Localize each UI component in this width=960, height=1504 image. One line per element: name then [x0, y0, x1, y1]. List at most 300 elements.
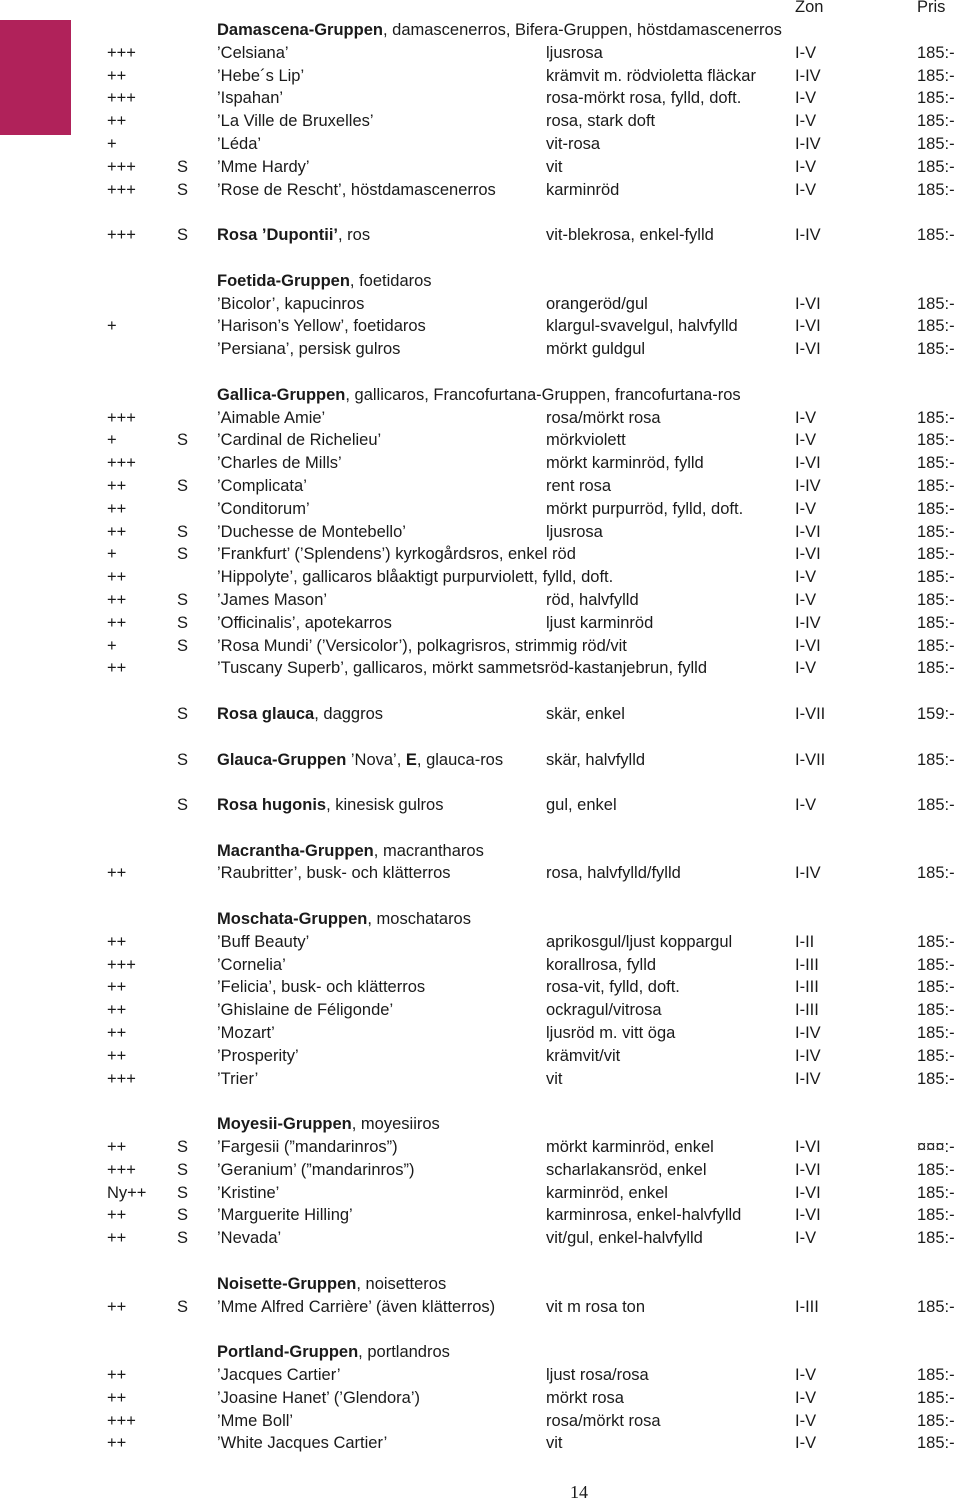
- shade-mark: S: [177, 226, 189, 245]
- hardiness-zone: I-VI: [795, 294, 821, 313]
- rose-name: ’Mme Alfred Carrière’ (även klätterros): [217, 1297, 496, 1316]
- flower-color: rosa, halvfylld/fylld: [546, 864, 681, 883]
- price: 185:-: [917, 431, 955, 450]
- flower-color: krämvit/vit: [546, 1046, 621, 1065]
- hardiness-rating: +++: [107, 1069, 136, 1088]
- rose-name: ’Buff Beauty’: [217, 932, 310, 951]
- rose-entry: [0, 543, 960, 566]
- price: 185:-: [917, 1024, 955, 1043]
- hardiness-rating: +++: [107, 955, 136, 974]
- flower-color: skär, halvfylld: [546, 750, 646, 769]
- price: 185:-: [917, 157, 955, 176]
- rose-entry: [0, 338, 960, 361]
- rose-name: ’Mme Hardy’: [217, 157, 310, 176]
- species-suffix: ’Nova’,: [346, 750, 406, 769]
- hardiness-zone: I-IV: [795, 1069, 821, 1088]
- hardiness-zone: I-IV: [795, 613, 821, 632]
- shade-mark: S: [177, 1206, 189, 1225]
- hardiness-zone: I-V: [795, 1434, 817, 1453]
- hardiness-zone: I-V: [795, 796, 817, 815]
- hardiness-zone: I-IV: [795, 476, 821, 495]
- rose-entry: [0, 1410, 960, 1433]
- price: 185:-: [917, 89, 955, 108]
- group-heading-text: [217, 908, 471, 931]
- blank-line: [0, 1250, 960, 1273]
- rose-name: ’Frankfurt’ (’Splendens’) kyrkogårdsros, enkel röd: [217, 545, 576, 564]
- group-heading: [0, 19, 960, 42]
- blank-line: [0, 885, 960, 908]
- hardiness-zone: I-IV: [795, 226, 821, 245]
- hardiness-zone: I-V: [795, 157, 817, 176]
- rose-entry: [0, 156, 960, 179]
- rose-name: ’Felicia’, busk- och klätterros: [217, 978, 426, 997]
- rose-name: ’Tuscany Superb’, gallicaros, mörkt sammetsröd-kastanjebrun, fylld: [217, 659, 707, 678]
- rose-name: ’Conditorum’: [217, 499, 310, 518]
- group-name: Gallica-Gruppen: [217, 385, 346, 404]
- price: 185:-: [917, 1366, 955, 1385]
- price: 185:-: [917, 796, 955, 815]
- species-suffix: , kinesisk gulros: [326, 796, 444, 815]
- hardiness-zone: I-V: [795, 431, 817, 450]
- price: 185:-: [917, 1229, 955, 1248]
- hardiness-zone: I-III: [795, 1001, 819, 1020]
- hardiness-zone: I-V: [795, 1411, 817, 1430]
- rose-name: [217, 794, 443, 817]
- group-heading: [0, 840, 960, 863]
- rose-entry: [0, 521, 960, 544]
- rose-entry: [0, 407, 960, 430]
- hardiness-zone: I-VI: [795, 1206, 821, 1225]
- flower-color: mörkviolett: [546, 431, 626, 450]
- hardiness-rating: ++: [107, 590, 127, 609]
- flower-color: karminrosa, enkel-halvfylld: [546, 1206, 742, 1225]
- price: 185:-: [917, 112, 955, 131]
- rose-entry: [0, 1022, 960, 1045]
- flower-color: ljusrosa: [546, 522, 603, 541]
- hardiness-rating: ++: [107, 66, 127, 85]
- hardiness-rating: ++: [107, 613, 127, 632]
- rose-entry: [0, 612, 960, 635]
- hardiness-zone: I-III: [795, 955, 819, 974]
- hardiness-zone: I-V: [795, 89, 817, 108]
- hardiness-zone: I-IV: [795, 1046, 821, 1065]
- species-name: Rosa glauca: [217, 704, 315, 723]
- shade-mark: S: [177, 1183, 189, 1202]
- rose-name: ’Rose de Rescht’, höstdamascenerros: [217, 180, 496, 199]
- price: 185:-: [917, 476, 955, 495]
- rose-name: ’Prosperity’: [217, 1046, 299, 1065]
- species-name: Rosa ’Dupontii’: [217, 226, 338, 245]
- flower-color: aprikosgul/ljust koppargul: [546, 932, 733, 951]
- blank-line: [0, 726, 960, 749]
- price: 185:-: [917, 226, 955, 245]
- hardiness-rating: +: [107, 545, 117, 564]
- rose-entry: [0, 315, 960, 338]
- group-heading: [0, 908, 960, 931]
- price: 185:-: [917, 454, 955, 473]
- flower-color: vit: [546, 1434, 563, 1453]
- rose-entry: [0, 452, 960, 475]
- hardiness-zone: I-VII: [795, 750, 826, 769]
- flower-color: rosa/mörkt rosa: [546, 1411, 661, 1430]
- rose-name: ’Jacques Cartier’: [217, 1366, 341, 1385]
- group-description: , foetidaros: [349, 271, 432, 290]
- group-name: Macrantha-Gruppen: [217, 841, 374, 860]
- rose-entry: [0, 931, 960, 954]
- group-heading: [0, 270, 960, 293]
- rose-entry: [0, 976, 960, 999]
- hardiness-zone: I-V: [795, 180, 817, 199]
- price: 185:-: [917, 522, 955, 541]
- price: 185:-: [917, 180, 955, 199]
- rose-entry: [0, 1136, 960, 1159]
- price: 185:-: [917, 1411, 955, 1430]
- flower-color: rosa, stark doft: [546, 112, 656, 131]
- rose-entry: [0, 954, 960, 977]
- flower-color: ljusrosa: [546, 43, 603, 62]
- hardiness-zone: I-IV: [795, 66, 821, 85]
- flower-color: mörkt karminröd, enkel: [546, 1138, 714, 1157]
- price: 185:-: [917, 408, 955, 427]
- price: 185:-: [917, 1183, 955, 1202]
- price: 185:-: [917, 1297, 955, 1316]
- flower-color: ljusröd m. vitt öga: [546, 1024, 676, 1043]
- rose-entry: [0, 224, 960, 247]
- rose-entry: [0, 1045, 960, 1068]
- shade-mark: S: [177, 545, 189, 564]
- hardiness-rating: +++: [107, 454, 136, 473]
- group-heading-text: [217, 840, 484, 863]
- rose-name: ’Ispahan’: [217, 89, 284, 108]
- group-heading-text: [217, 1113, 440, 1136]
- shade-mark: S: [177, 750, 189, 769]
- hardiness-rating: ++: [107, 1366, 127, 1385]
- group-heading-text: [217, 1341, 450, 1364]
- flower-color: ljust rosa/rosa: [546, 1366, 649, 1385]
- flower-color: vit m rosa ton: [546, 1297, 646, 1316]
- rose-entry: [0, 1296, 960, 1319]
- rose-name: ’Charles de Mills’: [217, 454, 342, 473]
- group-description: , moschataros: [367, 910, 471, 929]
- rose-entry: [0, 657, 960, 680]
- price: 185:-: [917, 294, 955, 313]
- price: 185:-: [917, 590, 955, 609]
- price: 185:-: [917, 568, 955, 587]
- price: 159:-: [917, 704, 955, 723]
- shade-mark: S: [177, 796, 189, 815]
- hardiness-rating: ++: [107, 659, 127, 678]
- hardiness-zone: I-VI: [795, 317, 821, 336]
- price: 185:-: [917, 864, 955, 883]
- hardiness-zone: I-VI: [795, 454, 821, 473]
- rose-name: ’Joasine Hanet’ (’Glendora’): [217, 1388, 420, 1407]
- rose-catalog: [0, 19, 960, 1455]
- hardiness-rating: +: [107, 134, 117, 153]
- rose-entry: [0, 475, 960, 498]
- flower-color: vit/gul, enkel-halvfylld: [546, 1229, 703, 1248]
- hardiness-zone: I-VI: [795, 340, 821, 359]
- flower-color: gul, enkel: [546, 796, 617, 815]
- hardiness-rating: ++: [107, 978, 127, 997]
- hardiness-rating: +++: [107, 1160, 136, 1179]
- group-description: , moyesiiros: [351, 1115, 440, 1134]
- group-heading-text: [217, 1273, 446, 1296]
- rose-name: ’La Ville de Bruxelles’: [217, 112, 374, 131]
- price: ¤¤¤:-: [917, 1138, 955, 1157]
- rose-name: ’Complicata’: [217, 476, 307, 495]
- price: 185:-: [917, 955, 955, 974]
- rose-entry: [0, 749, 960, 772]
- hardiness-rating: +++: [107, 180, 136, 199]
- rose-name: ’Ghislaine de Féligonde’: [217, 1001, 394, 1020]
- blank-line: [0, 1090, 960, 1113]
- hardiness-zone: I-VI: [795, 1138, 821, 1157]
- rose-name: ’Fargesii (”mandarinros”): [217, 1138, 398, 1157]
- rose-name: ’Aimable Amie’: [217, 408, 326, 427]
- rose-entry: [0, 42, 960, 65]
- shade-mark: S: [177, 157, 189, 176]
- hardiness-rating: ++: [107, 1229, 127, 1248]
- price: 185:-: [917, 932, 955, 951]
- rose-entry: [0, 110, 960, 133]
- rose-entry: [0, 635, 960, 658]
- rose-entry: [0, 1204, 960, 1227]
- group-heading: [0, 1341, 960, 1364]
- rose-entry: [0, 1364, 960, 1387]
- rose-name: ’Trier’: [217, 1069, 259, 1088]
- flower-color: mörkt karminröd, fylld: [546, 454, 704, 473]
- rose-name: ’Rosa Mundi’ (’Versicolor’), polkagrisros, strimmig röd/vit: [217, 636, 627, 655]
- shade-mark: S: [177, 636, 189, 655]
- rose-entry: [0, 999, 960, 1022]
- hardiness-zone: I-V: [795, 1388, 817, 1407]
- hardiness-rating: ++: [107, 932, 127, 951]
- flower-color: rosa-mörkt rosa, fylld, doft.: [546, 89, 742, 108]
- flower-color: mörkt guldgul: [546, 340, 646, 359]
- hardiness-zone: I-IV: [795, 1024, 821, 1043]
- rose-entry: [0, 498, 960, 521]
- header-zon: Zon: [795, 0, 824, 16]
- flower-color: vit-blekrosa, enkel-fylld: [546, 226, 714, 245]
- blank-line: [0, 361, 960, 384]
- rose-name: ’Kristine’: [217, 1183, 280, 1202]
- hardiness-rating: ++: [107, 1001, 127, 1020]
- rose-name: ’Persiana’, persisk gulros: [217, 340, 401, 359]
- rose-entry: [0, 1432, 960, 1455]
- price: 185:-: [917, 134, 955, 153]
- flower-color: rosa/mörkt rosa: [546, 408, 661, 427]
- rose-entry: [0, 1182, 960, 1205]
- rose-entry: [0, 862, 960, 885]
- hardiness-zone: I-VII: [795, 704, 826, 723]
- rose-entry: [0, 87, 960, 110]
- group-heading-text: [217, 384, 741, 407]
- shade-mark: S: [177, 590, 189, 609]
- shade-mark: S: [177, 1138, 189, 1157]
- group-heading: [0, 1273, 960, 1296]
- hardiness-rating: +++: [107, 1411, 136, 1430]
- group-description: , macrantharos: [373, 841, 484, 860]
- rose-name: ’White Jacques Cartier’: [217, 1434, 388, 1453]
- group-heading: [0, 1113, 960, 1136]
- hardiness-rating: ++: [107, 1046, 127, 1065]
- blank-line: [0, 817, 960, 840]
- group-description: , portlandros: [358, 1343, 450, 1362]
- rose-name: ’Hebe´s Lip’: [217, 66, 305, 85]
- hardiness-rating: +++: [107, 89, 136, 108]
- group-name: Damascena-Gruppen: [217, 21, 383, 39]
- rose-name: ’Cornelia’: [217, 955, 286, 974]
- hardiness-zone: I-III: [795, 1297, 819, 1316]
- rose-name: ’Cardinal de Richelieu’: [217, 431, 382, 450]
- rose-entry: [0, 1227, 960, 1250]
- group-heading-text: [217, 19, 782, 42]
- hardiness-rating: +: [107, 431, 117, 450]
- shade-mark: S: [177, 1229, 189, 1248]
- price: 185:-: [917, 545, 955, 564]
- price: 185:-: [917, 978, 955, 997]
- price: 185:-: [917, 613, 955, 632]
- hardiness-zone: I-V: [795, 1229, 817, 1248]
- flower-color: karminröd: [546, 180, 620, 199]
- price: 185:-: [917, 499, 955, 518]
- price: 185:-: [917, 43, 955, 62]
- flower-color: ljust karminröd: [546, 613, 654, 632]
- flower-color: mörkt purpurröd, fylld, doft.: [546, 499, 744, 518]
- rose-name: ’Hippolyte’, gallicaros blåaktigt purpurviolett, fylld, doft.: [217, 568, 614, 587]
- hardiness-rating: ++: [107, 864, 127, 883]
- rose-name: ’Mme Boll’: [217, 1411, 294, 1430]
- hardiness-rating: Ny++: [107, 1183, 147, 1202]
- hardiness-zone: I-VI: [795, 636, 821, 655]
- species-suffix-2: , glauca-ros: [416, 750, 504, 769]
- rose-name: ’Duchesse de Montebello’: [217, 522, 406, 541]
- blank-line: [0, 1318, 960, 1341]
- rose-name: ’Raubritter’, busk- och klätterros: [217, 864, 451, 883]
- price: 185:-: [917, 750, 955, 769]
- rose-entry: [0, 133, 960, 156]
- hardiness-zone: I-VI: [795, 522, 821, 541]
- price: 185:-: [917, 1388, 955, 1407]
- group-name: Moyesii-Gruppen: [217, 1115, 352, 1134]
- hardiness-zone: I-V: [795, 408, 817, 427]
- hardiness-zone: I-V: [795, 568, 817, 587]
- hardiness-zone: I-V: [795, 499, 817, 518]
- price: 185:-: [917, 1069, 955, 1088]
- species-extra: E: [405, 750, 417, 769]
- rose-name: ’Mozart’: [217, 1024, 275, 1043]
- hardiness-rating: +++: [107, 157, 136, 176]
- flower-color: krämvit m. rödvioletta fläckar: [546, 66, 756, 85]
- rose-name: ’Geranium’ (”mandarinros”): [217, 1160, 415, 1179]
- group-name: Foetida-Gruppen: [217, 271, 350, 290]
- rose-name: [217, 703, 383, 726]
- species-suffix: , daggros: [314, 704, 384, 723]
- group-heading: [0, 384, 960, 407]
- price: 185:-: [917, 1160, 955, 1179]
- price: 185:-: [917, 636, 955, 655]
- hardiness-rating: +++: [107, 408, 136, 427]
- flower-color: vit: [546, 157, 563, 176]
- rose-name: [217, 224, 370, 247]
- hardiness-rating: +: [107, 317, 117, 336]
- flower-color: klargul-svavelgul, halvfylld: [546, 317, 738, 336]
- shade-mark: S: [177, 180, 189, 199]
- header-pris: Pris: [917, 0, 946, 16]
- hardiness-zone: I-VI: [795, 1183, 821, 1202]
- price: 185:-: [917, 1206, 955, 1225]
- rose-name: ’Marguerite Hilling’: [217, 1206, 353, 1225]
- flower-color: skär, enkel: [546, 704, 625, 723]
- rose-name: ’Celsiana’: [217, 43, 289, 62]
- hardiness-rating: ++: [107, 112, 127, 131]
- rose-entry: [0, 1387, 960, 1410]
- rose-name: ’Officinalis’, apotekarros: [217, 613, 392, 632]
- hardiness-rating: ++: [107, 1297, 127, 1316]
- rose-entry: [0, 589, 960, 612]
- group-name: Noisette-Gruppen: [217, 1274, 357, 1293]
- hardiness-rating: ++: [107, 1024, 127, 1043]
- rose-entry: [0, 65, 960, 88]
- rose-entry: [0, 179, 960, 202]
- hardiness-rating: ++: [107, 499, 127, 518]
- price: 185:-: [917, 340, 955, 359]
- shade-mark: S: [177, 431, 189, 450]
- hardiness-zone: I-VI: [795, 545, 821, 564]
- hardiness-rating: ++: [107, 476, 127, 495]
- rose-name: [217, 749, 503, 772]
- hardiness-rating: ++: [107, 522, 127, 541]
- rose-entry: [0, 1068, 960, 1091]
- price: 185:-: [917, 317, 955, 336]
- hardiness-zone: I-V: [795, 590, 817, 609]
- hardiness-rating: ++: [107, 1388, 127, 1407]
- hardiness-rating: ++: [107, 1206, 127, 1225]
- hardiness-rating: +++: [107, 43, 136, 62]
- hardiness-zone: I-V: [795, 1366, 817, 1385]
- flower-color: scharlakansröd, enkel: [546, 1160, 707, 1179]
- hardiness-rating: +++: [107, 226, 136, 245]
- group-name: Portland-Gruppen: [217, 1343, 359, 1362]
- rose-name: ’Bicolor’, kapucinros: [217, 294, 365, 313]
- flower-color: röd, halvfylld: [546, 590, 639, 609]
- rose-name: ’James Mason’: [217, 590, 328, 609]
- flower-color: korallrosa, fylld: [546, 955, 657, 974]
- flower-color: rent rosa: [546, 476, 612, 495]
- price: 185:-: [917, 66, 955, 85]
- hardiness-zone: I-V: [795, 43, 817, 62]
- flower-color: rosa-vit, fylld, doft.: [546, 978, 680, 997]
- rose-entry: [0, 566, 960, 589]
- species-name: Rosa hugonis: [217, 796, 327, 815]
- shade-mark: S: [177, 1297, 189, 1316]
- hardiness-zone: I-IV: [795, 134, 821, 153]
- shade-mark: S: [177, 704, 189, 723]
- group-description: , damascenerros, Bifera-Gruppen, höstdamascenerros: [382, 21, 782, 39]
- rose-entry: [0, 703, 960, 726]
- shade-mark: S: [177, 476, 189, 495]
- group-heading-text: [217, 270, 432, 293]
- rose-entry: [0, 429, 960, 452]
- page-number: 14: [570, 1482, 588, 1502]
- flower-color: vit: [546, 1069, 563, 1088]
- flower-color: vit-rosa: [546, 134, 601, 153]
- rose-entry: [0, 1159, 960, 1182]
- flower-color: mörkt rosa: [546, 1388, 624, 1407]
- hardiness-zone: I-V: [795, 659, 817, 678]
- rose-name: ’Harison’s Yellow’, foetidaros: [217, 317, 426, 336]
- group-description: , noisetteros: [356, 1274, 447, 1293]
